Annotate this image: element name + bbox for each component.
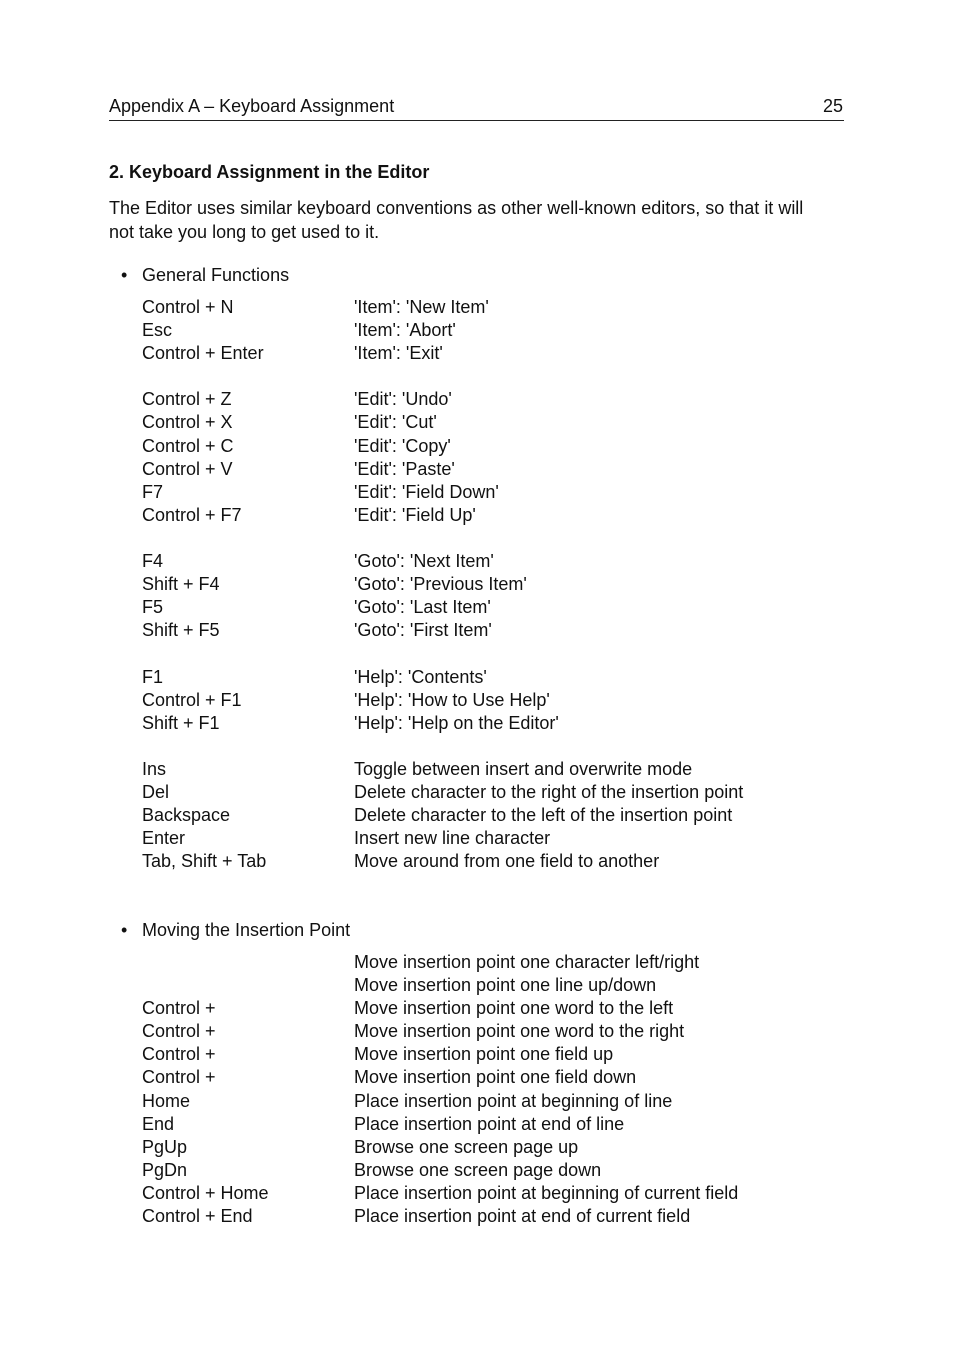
shortcut-key: Shift + F5 (142, 620, 220, 641)
shortcut-key: Esc (142, 320, 173, 341)
shortcut-description: Insert new line character (354, 828, 551, 849)
shortcut-row (142, 458, 842, 481)
shortcut-description: Place insertion point at beginning of current field (354, 1182, 739, 1203)
shortcut-description: 'Item': 'New Item' (354, 297, 489, 317)
shortcut-row (142, 1205, 842, 1228)
shortcut-description: Move insertion point one field up (354, 1044, 614, 1065)
shortcut-key: Control + Enter (142, 343, 264, 364)
shortcut-key: Shift + F1 (142, 712, 220, 733)
shortcut-description: Toggle between insert and overwrite mode (354, 758, 693, 779)
shortcut-row (142, 504, 842, 527)
shortcut-description: Place insertion point at end of line (354, 1113, 625, 1134)
shortcut-description: 'Edit': 'Copy' (354, 435, 451, 456)
shortcut-row (142, 1113, 842, 1136)
bullet-heading: General Functions (142, 265, 290, 285)
shortcut-key: Tab, Shift + Tab (142, 851, 267, 872)
shortcut-key: F4 (142, 551, 164, 572)
row-spacer (142, 527, 842, 550)
shortcut-row (142, 550, 842, 573)
shortcut-key: Home (142, 1090, 191, 1111)
shortcut-row (142, 319, 842, 342)
shortcut-row (142, 619, 842, 642)
shortcut-description: 'Goto': 'Last Item' (354, 597, 491, 618)
shortcut-row (142, 1159, 842, 1182)
shortcut-row (142, 666, 842, 689)
page-header (109, 96, 844, 121)
section-title: 2. Keyboard Assignment in the Editor (109, 162, 430, 182)
shortcut-description: Browse one screen page down (354, 1159, 602, 1180)
shortcut-row (142, 712, 842, 735)
shortcut-row (142, 951, 842, 974)
shortcut-key: Control + (142, 998, 216, 1019)
shortcut-description: Move insertion point one character left/right (354, 952, 700, 972)
row-spacer (142, 642, 842, 665)
row-spacer (142, 365, 842, 388)
shortcut-description: Place insertion point at end of current field (354, 1206, 691, 1227)
shortcut-description: Place insertion point at beginning of line (354, 1090, 673, 1111)
shortcut-row (142, 481, 842, 504)
shortcut-row (142, 1020, 842, 1043)
shortcut-description: 'Goto': 'First Item' (354, 620, 492, 641)
shortcut-description: Delete character to the right of the insertion point (354, 781, 744, 802)
shortcut-row (142, 1090, 842, 1113)
shortcut-description: 'Help': 'Help on the Editor' (354, 712, 559, 733)
shortcut-row (142, 296, 842, 319)
general-functions-table (142, 296, 842, 873)
shortcut-row (142, 758, 842, 781)
shortcut-key: Control + F7 (142, 504, 242, 525)
shortcut-key: End (142, 1113, 175, 1134)
shortcut-key: Control + (142, 1067, 216, 1088)
shortcut-description: 'Item': 'Abort' (354, 320, 456, 341)
shortcut-description: 'Help': 'How to Use Help' (354, 689, 550, 710)
shortcut-row (142, 596, 842, 619)
shortcut-description: Move insertion point one field down (354, 1067, 637, 1088)
shortcut-description: Move insertion point one word to the left (354, 998, 674, 1019)
shortcut-key: Control + (142, 1044, 216, 1065)
intro-line: The Editor uses similar keyboard conventions as other well-known editors, so that it will (109, 198, 804, 218)
shortcut-key: Control + F1 (142, 689, 242, 710)
shortcut-key: Control + X (142, 412, 233, 433)
shortcut-description: 'Edit': 'Field Down' (354, 481, 499, 502)
insertion-point-table (142, 951, 842, 1228)
shortcut-key: Control + End (142, 1206, 253, 1227)
intro-paragraph (109, 196, 849, 244)
shortcut-key: PgDn (142, 1159, 188, 1180)
shortcut-key: F1 (142, 666, 164, 687)
shortcut-row (142, 850, 842, 873)
shortcut-description: 'Edit': 'Paste' (354, 458, 455, 479)
shortcut-key: Del (142, 781, 170, 802)
shortcut-description: Browse one screen page up (354, 1136, 579, 1157)
shortcut-description: Move insertion point one word to the right (354, 1021, 685, 1042)
shortcut-key: Control + Z (142, 389, 232, 410)
header-title: Appendix A – Keyboard Assignment (109, 96, 395, 116)
shortcut-row (142, 342, 842, 365)
shortcut-description: 'Goto': 'Next Item' (354, 551, 494, 572)
bullet-icon: • (121, 265, 128, 285)
shortcut-key: Ins (142, 758, 167, 779)
shortcut-key: Control + (142, 1021, 216, 1042)
shortcut-row (142, 827, 842, 850)
shortcut-key: Enter (142, 828, 186, 849)
shortcut-row (142, 804, 842, 827)
shortcut-key: Control + Home (142, 1182, 269, 1203)
row-spacer (142, 735, 842, 758)
shortcut-key: PgUp (142, 1136, 188, 1157)
shortcut-row (142, 997, 842, 1020)
shortcut-description: 'Edit': 'Cut' (354, 412, 437, 433)
shortcut-row (142, 781, 842, 804)
shortcut-description: Move around from one field to another (354, 851, 660, 872)
shortcut-key: Backspace (142, 805, 231, 826)
shortcut-key: Control + N (142, 297, 234, 317)
intro-line: not take you long to get used to it. (109, 222, 380, 242)
shortcut-description: Move insertion point one line up/down (354, 975, 657, 996)
shortcut-row (142, 573, 842, 596)
shortcut-key: F7 (142, 481, 164, 502)
shortcut-row (142, 435, 842, 458)
bullet-icon: • (121, 920, 128, 940)
shortcut-key: Control + V (142, 458, 233, 479)
shortcut-row (142, 1066, 842, 1089)
shortcut-key: Shift + F4 (142, 574, 220, 595)
shortcut-row (142, 689, 842, 712)
page-number: 25 (822, 96, 843, 116)
shortcut-key: F5 (142, 597, 164, 618)
shortcut-description: 'Help': 'Contents' (354, 666, 487, 687)
shortcut-row (142, 1136, 842, 1159)
shortcut-description: 'Item': 'Exit' (354, 343, 443, 364)
shortcut-row (142, 974, 842, 997)
shortcut-row (142, 1182, 842, 1205)
shortcut-description: 'Edit': 'Field Up' (354, 504, 476, 525)
shortcut-description: 'Goto': 'Previous Item' (354, 574, 527, 595)
bullet-heading: Moving the Insertion Point (142, 920, 351, 940)
shortcut-description: 'Edit': 'Undo' (354, 389, 452, 410)
shortcut-row (142, 411, 842, 434)
shortcut-row (142, 388, 842, 411)
shortcut-description: Delete character to the left of the insertion point (354, 805, 733, 826)
shortcut-row (142, 1043, 842, 1066)
shortcut-key: Control + C (142, 435, 234, 456)
